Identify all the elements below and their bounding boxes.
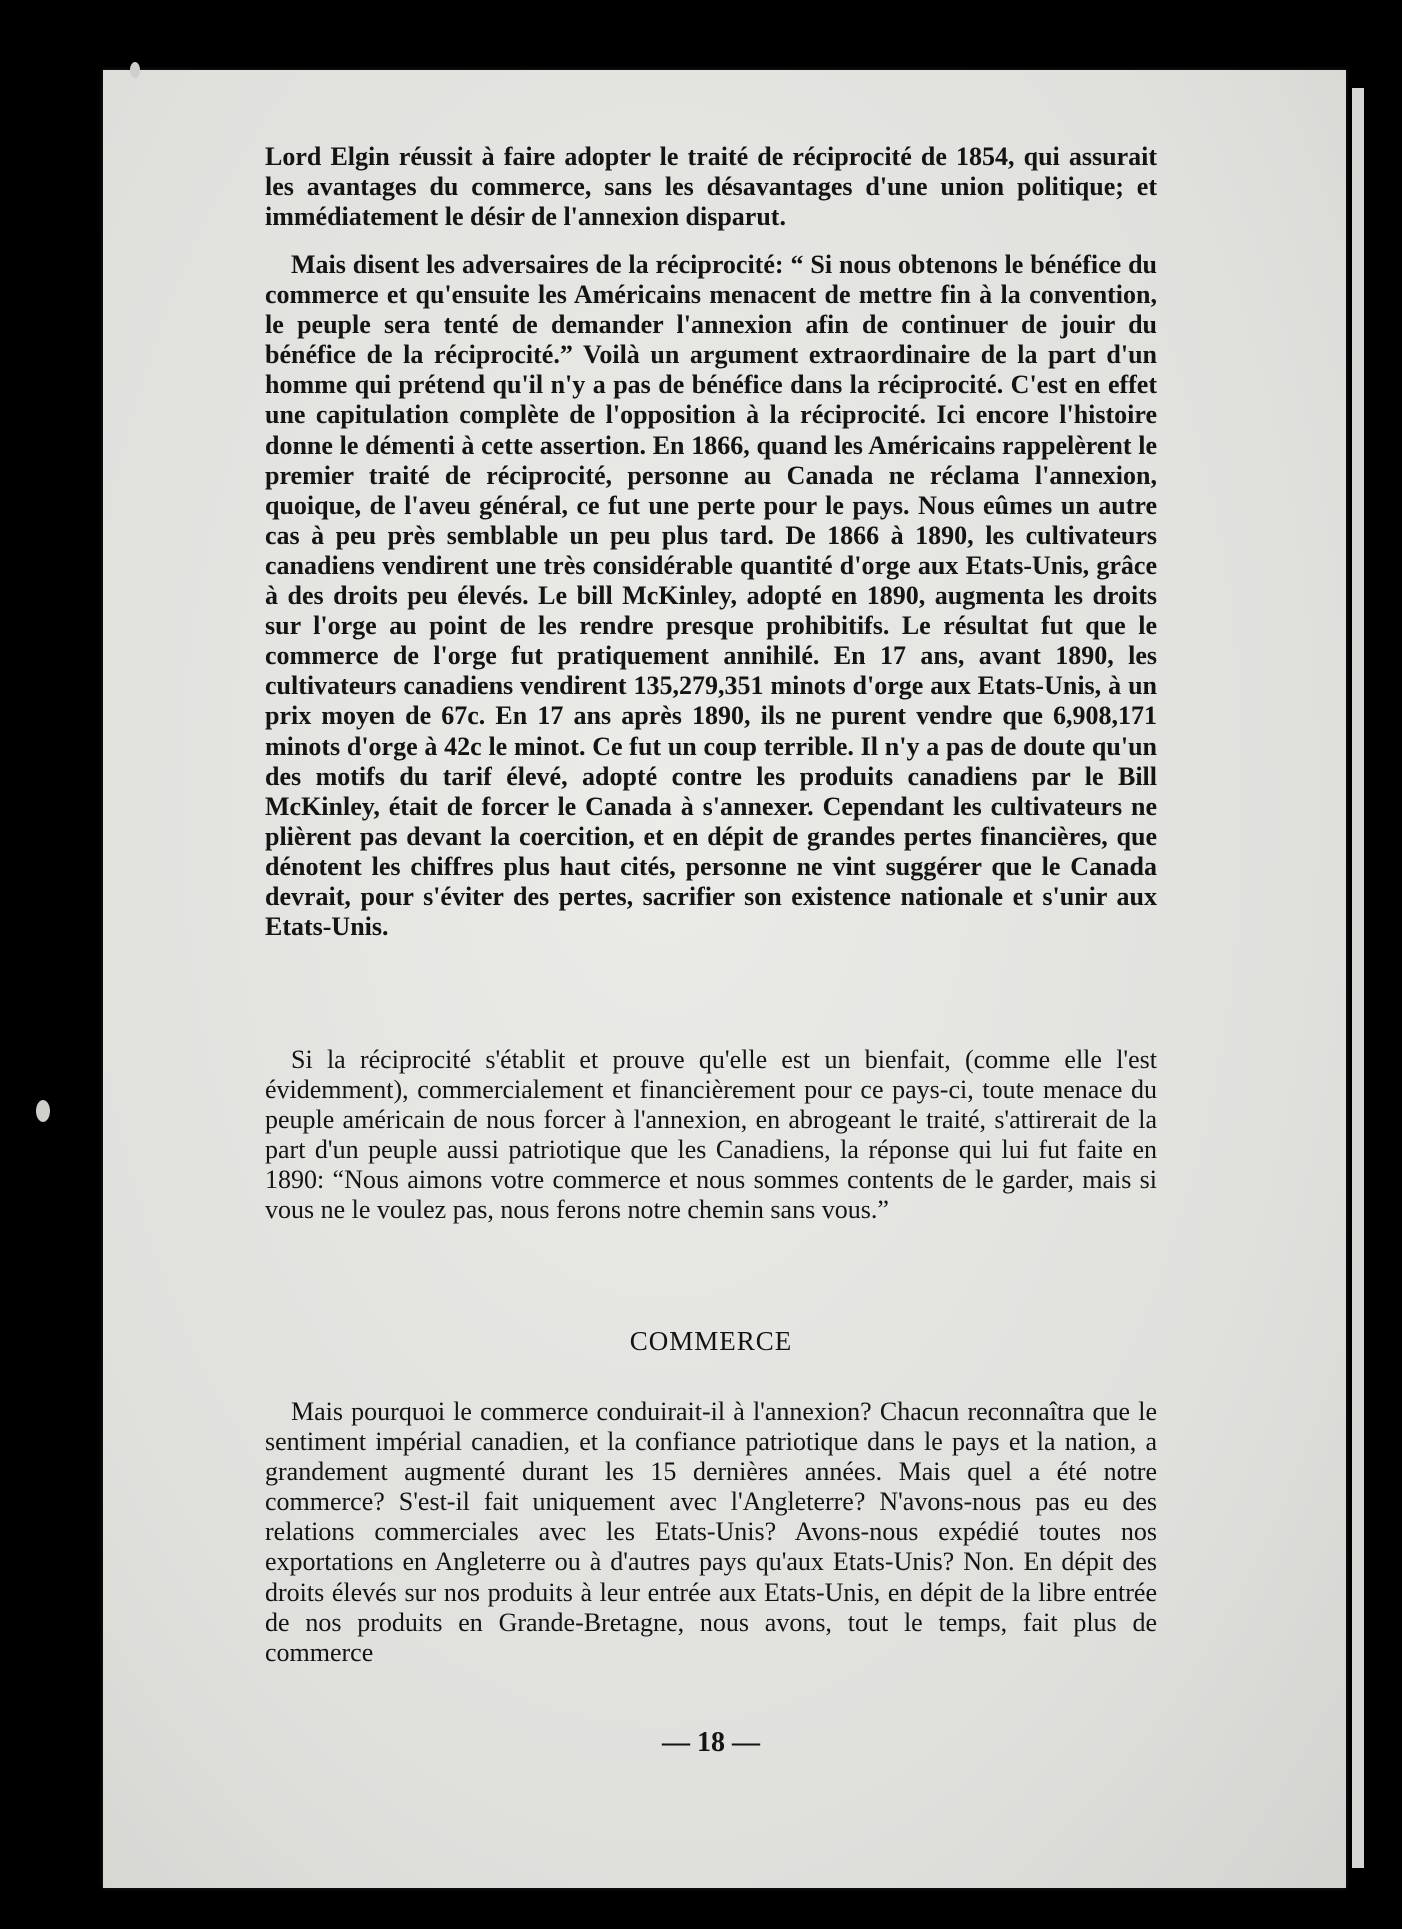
paragraph-3: Si la réciprocité s'établit et prouve qu'elle est un bienfait, (comme elle l'est évidemment), commercialement et financièrement pour ce pays-ci, toute menace du peuple américain de nous forcer à l'annexion, en abrogeant le traité, s'attirerait de la part d'un peuple aussi patriotique que les Canadiens, la réponse qui lui fut faite en 1890: “Nous aimons votre commerce et nous sommes contents de le garder, mais si vous ne le voulez pas, nous ferons notre chemin sans vous.” [265, 1045, 1157, 1225]
paragraph-1: Lord Elgin réussit à faire adopter le traité de réciprocité de 1854, qui assurait les avantages du commerce, sans les désavantages d'une union politique; et immédiatement le désir de l'annexion disparut. [265, 142, 1157, 232]
section-heading-commerce: COMMERCE [629, 1326, 793, 1356]
scan-speck [36, 1100, 50, 1122]
adjacent-page-edge [1352, 88, 1364, 1868]
page-number: — 18 — [662, 1727, 760, 1758]
scan-speck [130, 62, 140, 78]
paragraph-2: Mais disent les adversaires de la réciprocité: “ Si nous obtenons le bénéfice du commerce et qu'ensuite les Américains menacent de mettre fin à la convention, le peuple sera tenté de demander l'annexion afin de continuer de jouir du bénéfice de la réciprocité.” Voilà un argument extraordinaire de la part d'un homme qui prétend qu'il n'y a pas de bénéfice dans la réciprocité. C'est en effet une capitulation complète de l'opposition à la réciprocité. Ici encore l'histoire donne le démenti à cette assertion. En 1866, quand les Américains rappelèrent le premier traité de réciprocité, personne au Canada ne réclama l'annexion, quoique, de l'aveu général, ce fut une perte pour le pays. Nous eûmes un autre cas à peu près semblable un peu plus tard. De 1866 à 1890, les cultivateurs canadiens vendirent une très considérable quantité d'orge aux Etats-Unis, grâce à des droits peu élevés. Le bill McKinley, adopté en 1890, augmenta les droits sur l'orge au point de les rendre presque prohibitifs. Le résultat fut que le commerce de l'orge fut pratiquement annihilé. En 17 ans, avant 1890, les cultivateurs canadiens vendirent 135,279,351 minots d'orge aux Etats-Unis, à un prix moyen de 67c. En 17 ans après 1890, ils ne purent vendre que 6,908,171 minots d'orge à 42c le minot. Ce fut un coup terrible. Il n'y a pas de doute qu'un des motifs du tarif élevé, adopté contre les produits canadiens par le Bill McKinley, était de forcer le Canada à s'annexer. Cependant les cultivateurs ne plièrent pas devant la coercition, et en dépit de grandes pertes financières, que dénotent les chiffres plus haut cités, personne ne vint suggérer que le Canada devrait, pour s'éviter des pertes, sacrifier son existence nationale et s'unir aux Etats-Unis. [265, 250, 1157, 942]
paragraph-4: Mais pourquoi le commerce conduirait-il à l'annexion? Chacun reconnaîtra que le sentiment impérial canadien, et la confiance patriotique dans le pays et la nation, a grandement augmenté durant les 15 dernières années. Mais quel a été notre commerce? S'est-il fait uniquement avec l'Angleterre? N'avons-nous pas eu des relations commerciales avec les Etats-Unis? Avons-nous expédié toutes nos exportations en Angleterre ou à d'autres pays qu'aux Etats-Unis? Non. En dépit des droits élevés sur nos produits à leur entrée aux Etats-Unis, en dépit de la libre entrée de nos produits en Grande-Bretagne, nous avons, tout le temps, fait plus de commerce [265, 1397, 1157, 1667]
